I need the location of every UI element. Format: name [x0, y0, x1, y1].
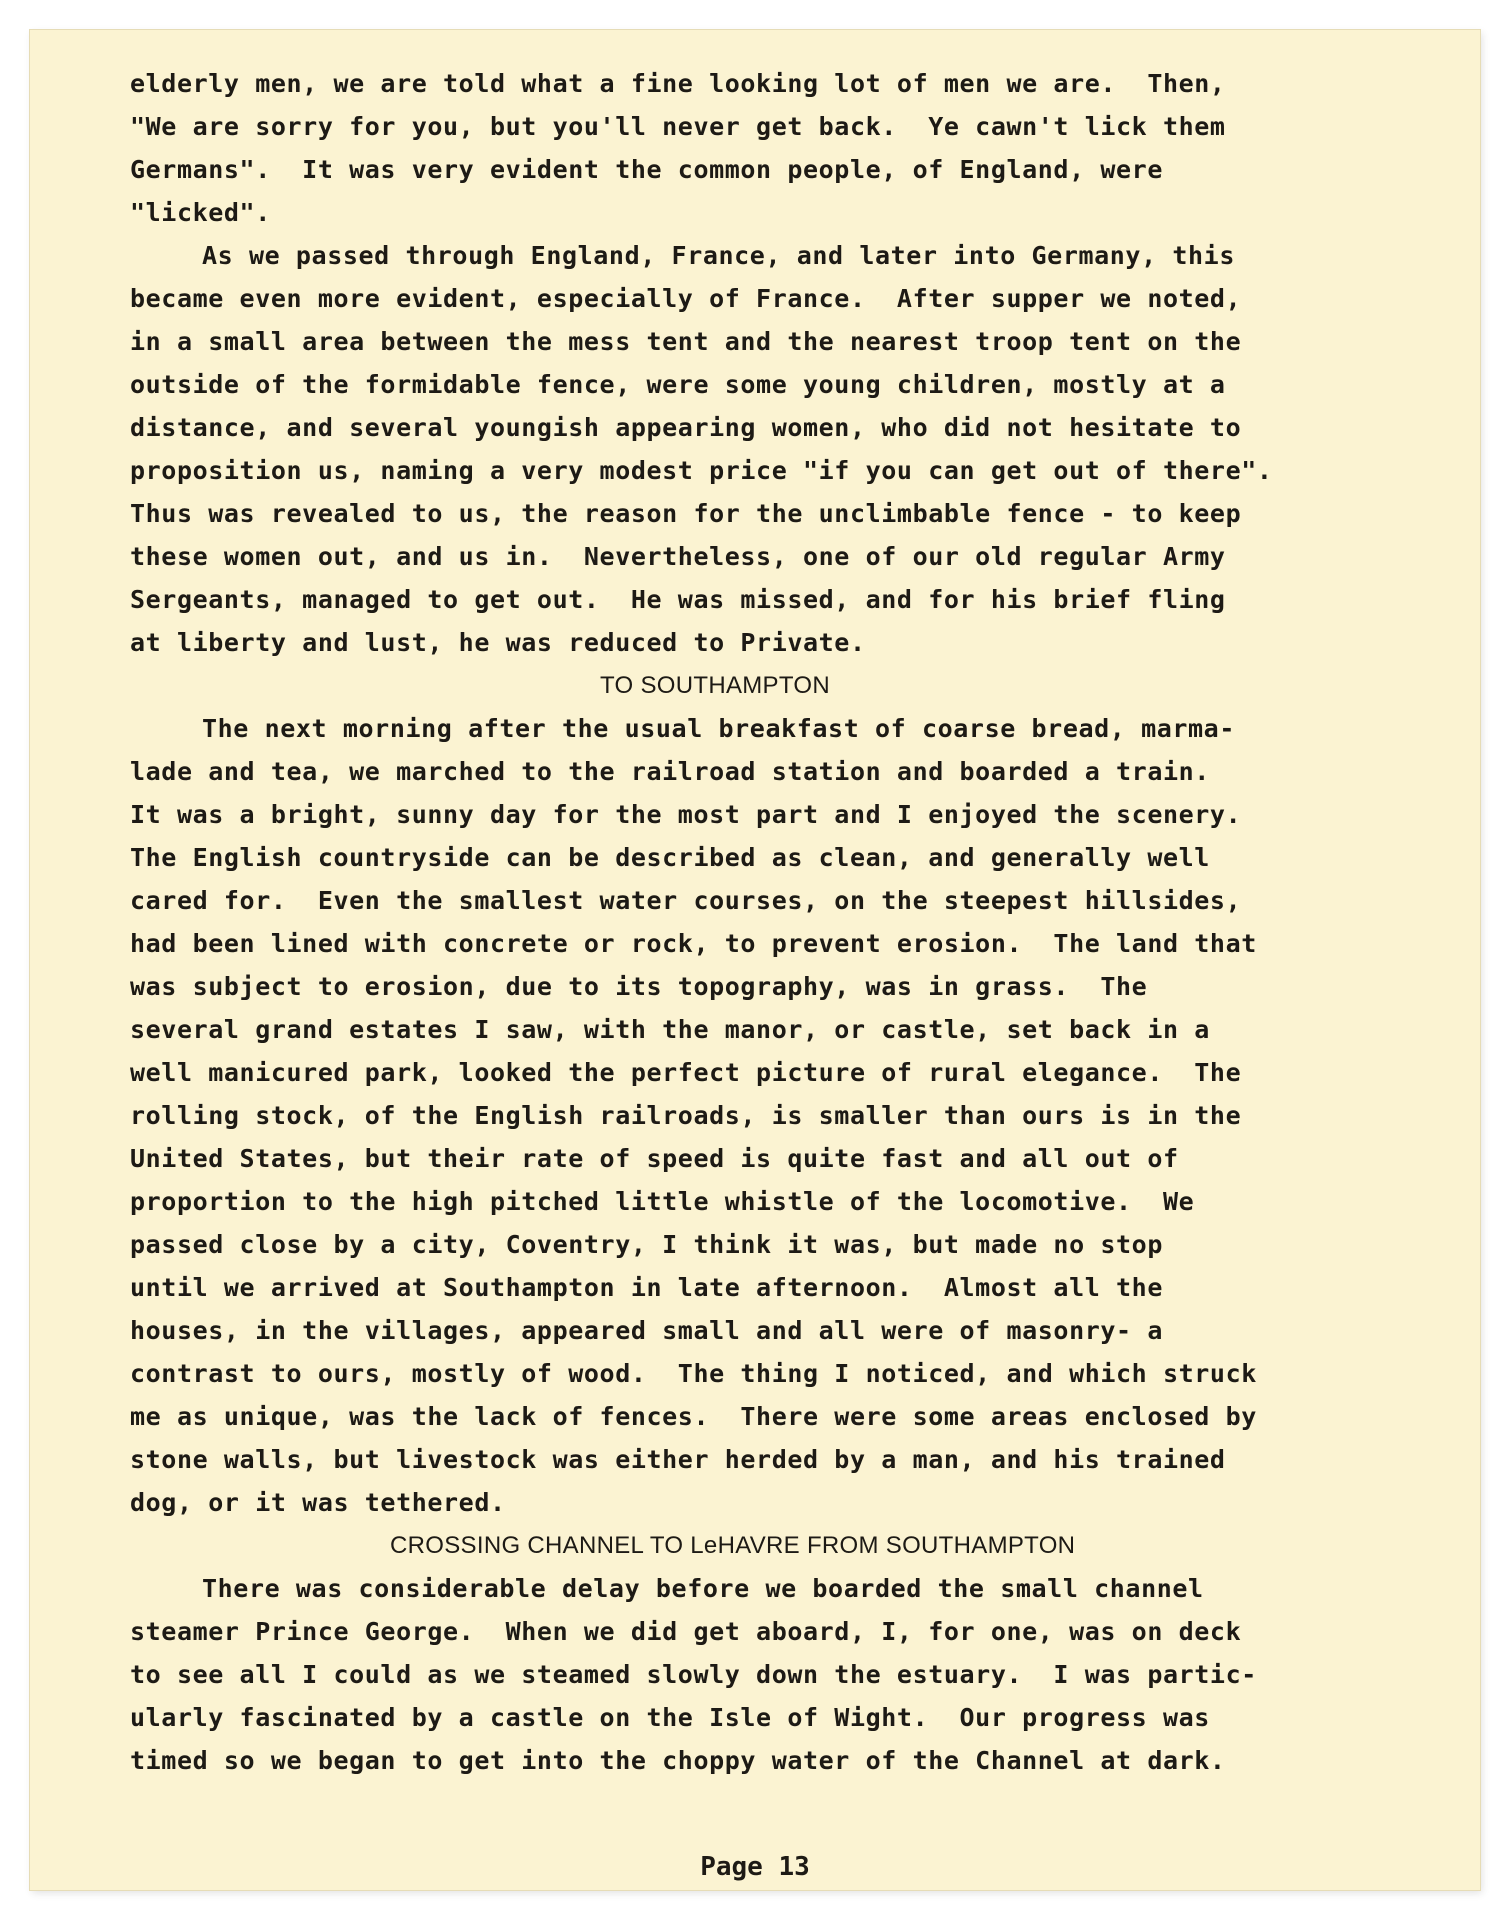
- text-line: was subject to erosion, due to its topography, was in grass. The: [130, 972, 1148, 1001]
- text-line: cared for. Even the smallest water courses, on the steepest hillsides,: [130, 886, 1242, 915]
- text-line: steamer Prince George. When we did get aboard, I, for one, was on deck: [130, 1617, 1242, 1646]
- text-line: Germans". It was very evident the common people, of England, were: [130, 155, 1163, 184]
- text-line: proportion to the high pitched little whistle of the locomotive. We: [130, 1187, 1195, 1216]
- text-line: distance, and several youngish appearing women, who did not hesitate to: [130, 413, 1242, 442]
- text-line: elderly men, we are told what a fine looking lot of men we are. Then,: [130, 69, 1226, 98]
- text-line: passed close by a city, Coventry, I think it was, but made no stop: [130, 1230, 1163, 1259]
- text-line: lade and tea, we marched to the railroad station and boarded a train.: [130, 757, 1210, 786]
- text-line: stone walls, but livestock was either herded by a man, and his trained: [130, 1445, 1226, 1474]
- text-line: houses, in the villages, appeared small and all were of masonry- a: [130, 1316, 1163, 1345]
- section-heading-to-southampton: TO SOUTHAMPTON: [600, 672, 830, 699]
- text-line: well manicured park, looked the perfect picture of rural elegance. The: [130, 1058, 1242, 1087]
- text-line: It was a bright, sunny day for the most part and I enjoyed the scenery.: [130, 800, 1242, 829]
- text-line: these women out, and us in. Nevertheless, one of our old regular Army: [130, 542, 1226, 571]
- paragraph-3: [130, 707, 1460, 1524]
- paragraph-2: [130, 234, 1460, 664]
- text-line: several grand estates I saw, with the manor, or castle, set back in a: [130, 1015, 1210, 1044]
- text-line: in a small area between the mess tent and the nearest troop tent on the: [130, 327, 1242, 356]
- paragraph-1: [130, 62, 1460, 234]
- page-number: Page 13: [700, 1852, 810, 1882]
- text-line: at liberty and lust, he was reduced to Private.: [130, 628, 866, 657]
- text-line: me as unique, was the lack of fences. There were some areas enclosed by: [130, 1402, 1257, 1431]
- text-line: As we passed through England, France, and later into Germany, this: [202, 241, 1235, 270]
- typed-page: [30, 30, 1480, 1890]
- text-line: "licked".: [130, 198, 271, 227]
- text-line: outside of the formidable fence, were some young children, mostly at a: [130, 370, 1226, 399]
- text-line: to see all I could as we steamed slowly down the estuary. I was partic-: [130, 1660, 1257, 1689]
- section-heading-crossing-channel: CROSSING CHANNEL TO LeHAVRE FROM SOUTHAMPTON: [390, 1532, 1076, 1559]
- page-body: [130, 62, 1460, 1782]
- text-line: dog, or it was tethered.: [130, 1488, 506, 1517]
- text-line: The next morning after the usual breakfast of coarse bread, marma-: [202, 714, 1235, 743]
- text-line: timed so we began to get into the choppy water of the Channel at dark.: [130, 1746, 1226, 1775]
- text-line: contrast to ours, mostly of wood. The thing I noticed, and which struck: [130, 1359, 1257, 1388]
- text-line: rolling stock, of the English railroads, is smaller than ours is in the: [130, 1101, 1242, 1130]
- text-line: until we arrived at Southampton in late afternoon. Almost all the: [130, 1273, 1163, 1302]
- paragraph-4: [130, 1567, 1460, 1782]
- text-line: ularly fascinated by a castle on the Isle of Wight. Our progress was: [130, 1703, 1210, 1732]
- text-line: Thus was revealed to us, the reason for the unclimbable fence - to keep: [130, 499, 1242, 528]
- text-line: The English countryside can be described as clean, and generally well: [130, 843, 1210, 872]
- text-line: United States, but their rate of speed is quite fast and all out of: [130, 1144, 1179, 1173]
- text-line: became even more evident, especially of France. After supper we noted,: [130, 284, 1242, 313]
- text-line: had been lined with concrete or rock, to prevent erosion. The land that: [130, 929, 1257, 958]
- text-line: There was considerable delay before we boarded the small channel: [202, 1574, 1204, 1603]
- text-line: proposition us, naming a very modest price "if you can get out of there".: [130, 456, 1273, 485]
- text-line: "We are sorry for you, but you'll never get back. Ye cawn't lick them: [130, 112, 1226, 141]
- text-line: Sergeants, managed to get out. He was missed, and for his brief fling: [130, 585, 1226, 614]
